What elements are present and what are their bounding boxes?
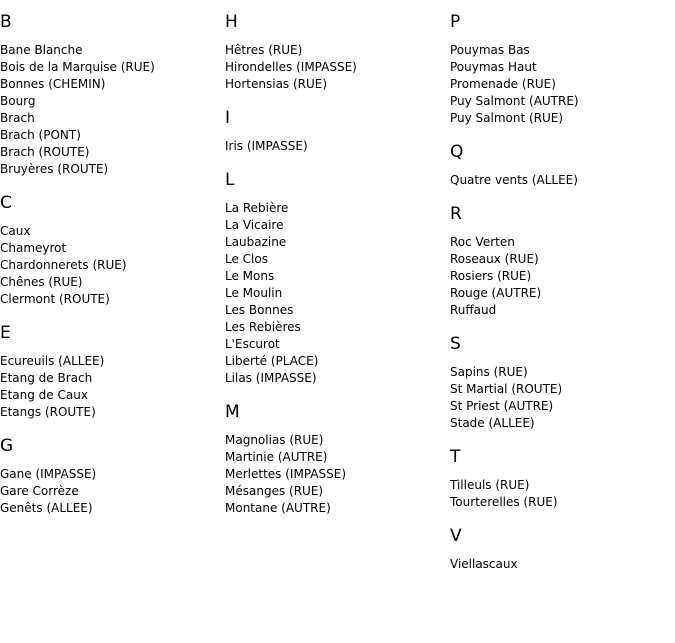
letter-heading: T [450, 447, 461, 467]
letter-heading: B [0, 12, 12, 32]
street-item[interactable]: Clermont (ROUTE) [0, 292, 110, 306]
letter-heading: P [450, 12, 461, 32]
street-item[interactable]: Liberté (PLACE) [225, 354, 319, 368]
letter-heading: V [450, 526, 462, 546]
street-item[interactable]: Brach (PONT) [0, 128, 81, 142]
street-item[interactable]: Magnolias (RUE) [225, 433, 324, 447]
street-item[interactable]: Montane (AUTRE) [225, 501, 331, 515]
street-item[interactable]: Martinie (AUTRE) [225, 450, 328, 464]
street-item[interactable]: Rouge (AUTRE) [450, 286, 542, 300]
street-list [450, 364, 672, 432]
street-item[interactable]: Ecureuils (ALLEE) [0, 354, 105, 368]
street-item[interactable]: Viellascaux [450, 557, 518, 571]
street-item[interactable]: Rosiers (RUE) [450, 269, 532, 283]
street-item[interactable]: Chardonnerets (RUE) [0, 258, 127, 272]
index-column [450, 11, 672, 587]
street-item[interactable]: Merlettes (IMPASSE) [225, 467, 346, 481]
street-item[interactable]: La Rebière [225, 201, 289, 215]
street-list [0, 42, 222, 178]
street-item[interactable]: Gane (IMPASSE) [0, 467, 97, 481]
street-item[interactable]: St Priest (AUTRE) [450, 399, 554, 413]
street-item[interactable]: Mésanges (RUE) [225, 484, 324, 498]
street-item[interactable]: Ruffaud [450, 303, 497, 317]
letter-group [225, 11, 447, 93]
letter-group [0, 322, 222, 421]
street-item[interactable]: Les Rebières [225, 320, 301, 334]
street-item[interactable]: Caux [0, 224, 31, 238]
letter-heading: Q [450, 142, 464, 162]
street-item[interactable]: Laubazine [225, 235, 287, 249]
street-list [0, 466, 222, 517]
street-item[interactable]: Stade (ALLEE) [450, 416, 535, 430]
street-item[interactable]: Le Mons [225, 269, 275, 283]
index-column [0, 11, 222, 531]
street-item[interactable]: Brach (ROUTE) [0, 145, 90, 159]
street-list [225, 432, 447, 517]
letter-heading: E [0, 323, 11, 343]
letter-heading: S [450, 334, 461, 354]
street-item[interactable]: Chênes (RUE) [0, 275, 83, 289]
street-item[interactable]: Iris (IMPASSE) [225, 139, 308, 153]
street-item[interactable]: Les Bonnes [225, 303, 294, 317]
street-list [450, 42, 672, 127]
letter-group [225, 401, 447, 517]
street-item[interactable]: Le Clos [225, 252, 268, 266]
street-item[interactable]: Bonnes (CHEMIN) [0, 77, 106, 91]
street-list [450, 234, 672, 319]
street-list [450, 556, 672, 573]
street-item[interactable]: Roc Verten [450, 235, 515, 249]
street-list [450, 477, 672, 511]
street-item[interactable]: Puy Salmont (RUE) [450, 111, 564, 125]
street-item[interactable]: Etang de Brach [0, 371, 93, 385]
street-list [225, 200, 447, 387]
street-item[interactable]: L'Escurot [225, 337, 280, 351]
street-list [225, 42, 447, 93]
street-list [0, 353, 222, 421]
street-item[interactable]: Tourterelles (RUE) [450, 495, 558, 509]
letter-group [225, 107, 447, 155]
street-item[interactable]: Roseaux (RUE) [450, 252, 539, 266]
street-item[interactable]: Bourg [0, 94, 36, 108]
letter-group [450, 525, 672, 573]
street-item[interactable]: Pouymas Bas [450, 43, 530, 57]
street-item[interactable]: Bois de la Marquise (RUE) [0, 60, 155, 74]
street-item[interactable]: Tilleuls (RUE) [450, 478, 530, 492]
street-item[interactable]: Quatre vents (ALLEE) [450, 173, 578, 187]
street-item[interactable]: Brach [0, 111, 35, 125]
street-list [0, 223, 222, 308]
letter-group [450, 446, 672, 511]
letter-group [0, 435, 222, 517]
street-item[interactable]: St Martial (ROUTE) [450, 382, 563, 396]
street-item[interactable]: Hêtres (RUE) [225, 43, 303, 57]
letter-heading: R [450, 204, 462, 224]
street-item[interactable]: Puy Salmont (AUTRE) [450, 94, 579, 108]
street-item[interactable]: La Vicaire [225, 218, 284, 232]
letter-group [450, 11, 672, 127]
street-list [450, 172, 672, 189]
letter-group [0, 11, 222, 178]
letter-heading: L [225, 170, 235, 190]
street-item[interactable]: Lilas (IMPASSE) [225, 371, 317, 385]
street-item[interactable]: Sapins (RUE) [450, 365, 528, 379]
letter-heading: C [0, 193, 12, 213]
street-item[interactable]: Gare Corrèze [0, 484, 79, 498]
letter-group [225, 169, 447, 387]
index-column [225, 11, 447, 531]
letter-group [450, 203, 672, 319]
street-item[interactable]: Bane Blanche [0, 43, 83, 57]
letter-heading: G [0, 436, 14, 456]
street-list [225, 138, 447, 155]
letter-heading: I [225, 108, 231, 128]
street-item[interactable]: Etangs (ROUTE) [0, 405, 96, 419]
street-item[interactable]: Hortensias (RUE) [225, 77, 328, 91]
letter-heading: H [225, 12, 238, 32]
letter-group [450, 141, 672, 189]
street-item[interactable]: Le Moulin [225, 286, 283, 300]
street-item[interactable]: Hirondelles (IMPASSE) [225, 60, 357, 74]
street-item[interactable]: Promenade (RUE) [450, 77, 556, 91]
street-item[interactable]: Etang de Caux [0, 388, 88, 402]
street-item[interactable]: Genêts (ALLEE) [0, 501, 93, 515]
letter-heading: M [225, 402, 240, 422]
street-item[interactable]: Bruyères (ROUTE) [0, 162, 109, 176]
street-item[interactable]: Chameyrot [0, 241, 67, 255]
letter-group [0, 192, 222, 308]
letter-group [450, 333, 672, 432]
street-item[interactable]: Pouymas Haut [450, 60, 537, 74]
